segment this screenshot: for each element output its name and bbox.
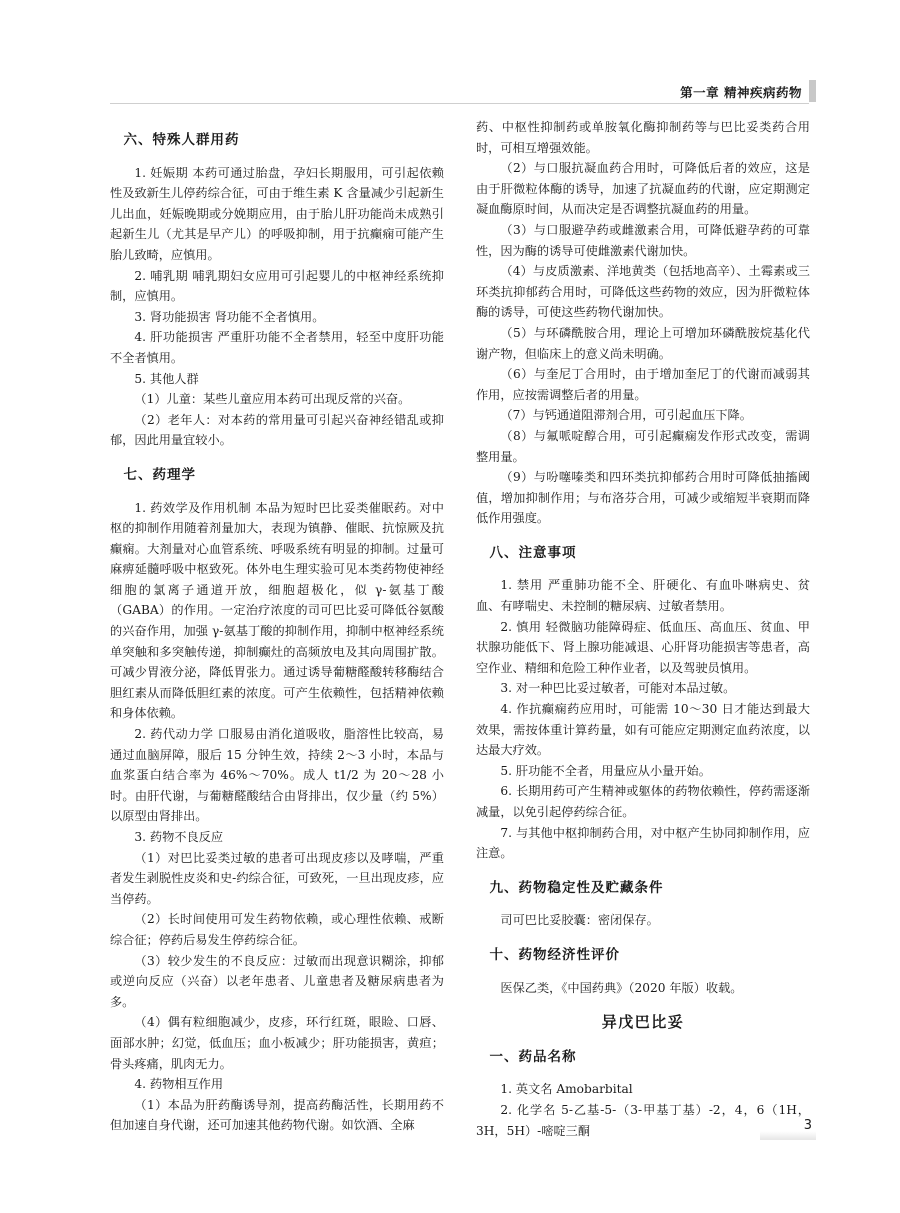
section-heading: 八、注意事项 [489, 544, 577, 561]
paragraph: （1）儿童：某些儿童应用本药可出现反常的兴奋。 [134, 392, 411, 407]
paragraph: 2. 哺乳期 哺乳期妇女应用可引起婴儿的中枢神经系统抑制，应慎用。 [110, 268, 444, 304]
paragraph: （5）与环磷酰胺合用，理论上可增加环磷酰胺烷基化代谢产物，但临床上的意义尚未明确。 [476, 325, 810, 361]
paragraph: 5. 其他人群 [134, 371, 199, 386]
paragraph: （3）与口服避孕药或雌激素合用，可降低避孕药的可靠性，因为酶的诱导可使雌激素代谢加快。 [476, 222, 810, 258]
paragraph: （4）偶有粒细胞减少，皮疹，环行红斑，眼睑、口唇、面部水肿；幻觉，低血压；血小板减少；肝功能损害，黄疸；骨头疼痛，肌肉无力。 [110, 1015, 444, 1071]
left-column [110, 120, 444, 1136]
paragraph: 7. 与其他中枢抑制药合用，对中枢产生协同抑制作用，应注意。 [476, 825, 810, 861]
paragraph: 4. 作抗癫痫药应用时，可能需 10～30 日才能达到最大效果，需按体重计算药量，如有可能应定期测定血药浓度，以达最大疗效。 [476, 702, 810, 758]
paragraph: 司可巴比妥胶囊：密闭保存。 [500, 913, 659, 928]
paragraph: 3. 肾功能损害 肾功能不全者慎用。 [134, 309, 325, 324]
paragraph: 药、中枢性抑制药或单胺氧化酶抑制药等与巴比妥类药合用时，可相互增强效能。 [476, 120, 810, 155]
paragraph: 2. 药代动力学 口服易由消化道吸收，脂溶性比较高，易通过血脑屏障，服后 15 分钟生效，持续 2～3 小时，本品与血浆蛋白结合率为 46%～70%。成人 t1/2 为 20～28 小时。由肝代谢，与葡糖醛酸结合由肾排出，仅少量（约 5%）以原型由肾排出。 [110, 727, 444, 824]
page-number: 3 [760, 1118, 816, 1140]
paragraph: 1. 妊娠期 本药可通过胎盘，孕妇长期服用，可引起依赖性及致新生儿停药综合征，可由于维生素 K 含量减少引起新生儿出血，妊娠晚期或分娩期应用，由于胎儿肝功能尚未成熟引起新生儿（尤其是早产儿）的呼吸抑制，用于抗癫痫可能产生胎儿致畸，应慎用。 [110, 165, 444, 262]
paragraph: （1）对巴比妥类过敏的患者可出现皮疹以及哮喘，严重者发生剥脱性皮炎和史-约综合征，可致死，一旦出现皮疹，应当停药。 [110, 850, 444, 906]
paragraph: （7）与钙通道阻滞剂合用，可引起血压下降。 [500, 408, 752, 423]
paragraph: （4）与皮质激素、洋地黄类（包括地高辛）、土霉素或三环类抗抑郁药合用时，可降低这些药物的效应，因为肝微粒体酶的诱导，可使这些药物代谢加快。 [476, 264, 810, 320]
paragraph: 3. 药物不良反应 [134, 830, 224, 844]
section-heading: 七、药理学 [123, 466, 196, 483]
paragraph: 2. 化学名 5-乙基-5-（3-甲基丁基）-2，4，6（1H，3H，5H）-嘧啶三酮 [476, 1102, 810, 1138]
paragraph: （9）与吩噻嗪类和四环类抗抑郁药合用时可降低抽搐阈值，增加抑制作用；与布洛芬合用，可减少或缩短半衰期而降低作用强度。 [476, 470, 810, 526]
paragraph: 1. 药效学及作用机制 本品为短时巴比妥类催眠药。对中枢的抑制作用随着剂量加大，表现为镇静、催眠、抗惊厥及抗癫痫。大剂量对心血管系统、呼吸系统有明显的抑制。过量可麻痹延髓呼吸中枢致死。体外电生理实验可见本类药物使神经细胞的氯离子通道开放，细胞超极化，似 γ-氨基丁酸（GABA）的作用。一定治疗浓度的司可巴比妥可降低谷氨酸的兴奋作用，加强 γ-氨基丁酸的抑制作用，抑制中枢神经系统单突触和多突触传递，抑制癫灶的高频放电及其向周围扩散。可减少胃液分泌，降低胃张力。通过诱导葡糖醛酸转移酶结合胆红素从而降低胆红素的浓度。可产生依赖性，包括精神依赖和身体依赖。 [110, 500, 444, 721]
paragraph: 1. 英文名 Amobarbital [500, 1082, 633, 1097]
section-heading: 九、药物稳定性及贮藏条件 [489, 879, 664, 896]
paragraph: 4. 肝功能损害 严重肝功能不全者禁用，轻至中度肝功能不全者慎用。 [110, 330, 444, 365]
paragraph: 3. 对一种巴比妥过敏者，可能对本品过敏。 [500, 681, 736, 696]
chapter-title: 第一章 精神疾病药物 [680, 85, 802, 100]
right-column [476, 117, 810, 1141]
paragraph: 医保乙类，《中国药典》（2020 年版）收载。 [500, 980, 743, 995]
section-heading: 十、药物经济性评价 [489, 946, 620, 963]
paragraph: （8）与氟哌啶醇合用，可引起癫痫发作形式改变，需调整用量。 [476, 428, 810, 464]
paragraph: 2. 慎用 轻微脑功能障碍症、低血压、高血压、贫血、甲状腺功能低下、肾上腺功能减退、心肝肾功能损害等患者，高空作业、精细和危险工种作业者，以及驾驶员慎用。 [476, 619, 810, 675]
header-rule [110, 103, 809, 104]
paragraph: （1）本品为肝药酶诱导剂，提高药酶活性，长期用药不但加速自身代谢，还可加速其他药物代谢。如饮酒、全麻 [110, 1097, 444, 1133]
paragraph: （2）与口服抗凝血药合用时，可降低后者的效应，这是由于肝微粒体酶的诱导，加速了抗凝血药的代谢，应定期测定凝血酶原时间，从而决定是否调整抗凝血药的用量。 [476, 161, 810, 217]
section-heading: 一、药品名称 [489, 1048, 577, 1065]
section-heading: 六、特殊人群用药 [123, 132, 240, 148]
paragraph: （2）长时间使用可发生药物依赖，或心理性依赖、戒断综合征；停药后易发生停药综合征。 [110, 912, 444, 947]
drug-title: 异戊巴比妥 [601, 1013, 685, 1032]
header-marker-bar [809, 80, 816, 102]
paragraph: （6）与奎尼丁合用时，由于增加奎尼丁的代谢而减弱其作用，应按需调整后者的用量。 [476, 367, 810, 402]
page-header [0, 80, 900, 100]
paragraph: 4. 药物相互作用 [134, 1077, 224, 1092]
paragraph: 1. 禁用 严重肺功能不全、肝硬化、有血卟啉病史、贫血、有哮喘史、未控制的糖尿病、过敏者禁用。 [476, 578, 810, 614]
paragraph: （3）较少发生的不良反应：过敏而出现意识糊涂，抑郁或逆向反应（兴奋）以老年患者、儿童患者及糖尿病患者为多。 [110, 953, 444, 1009]
paragraph: 5. 肝功能不全者，用量应从小量开始。 [500, 763, 711, 778]
paragraph: （2）老年人：对本药的常用量可引起兴奋神经错乱或抑郁，因此用量宜较小。 [110, 412, 444, 448]
paragraph: 6. 长期用药可产生精神或躯体的药物依赖性，停药需逐渐减量，以免引起停药综合征。 [476, 784, 810, 819]
